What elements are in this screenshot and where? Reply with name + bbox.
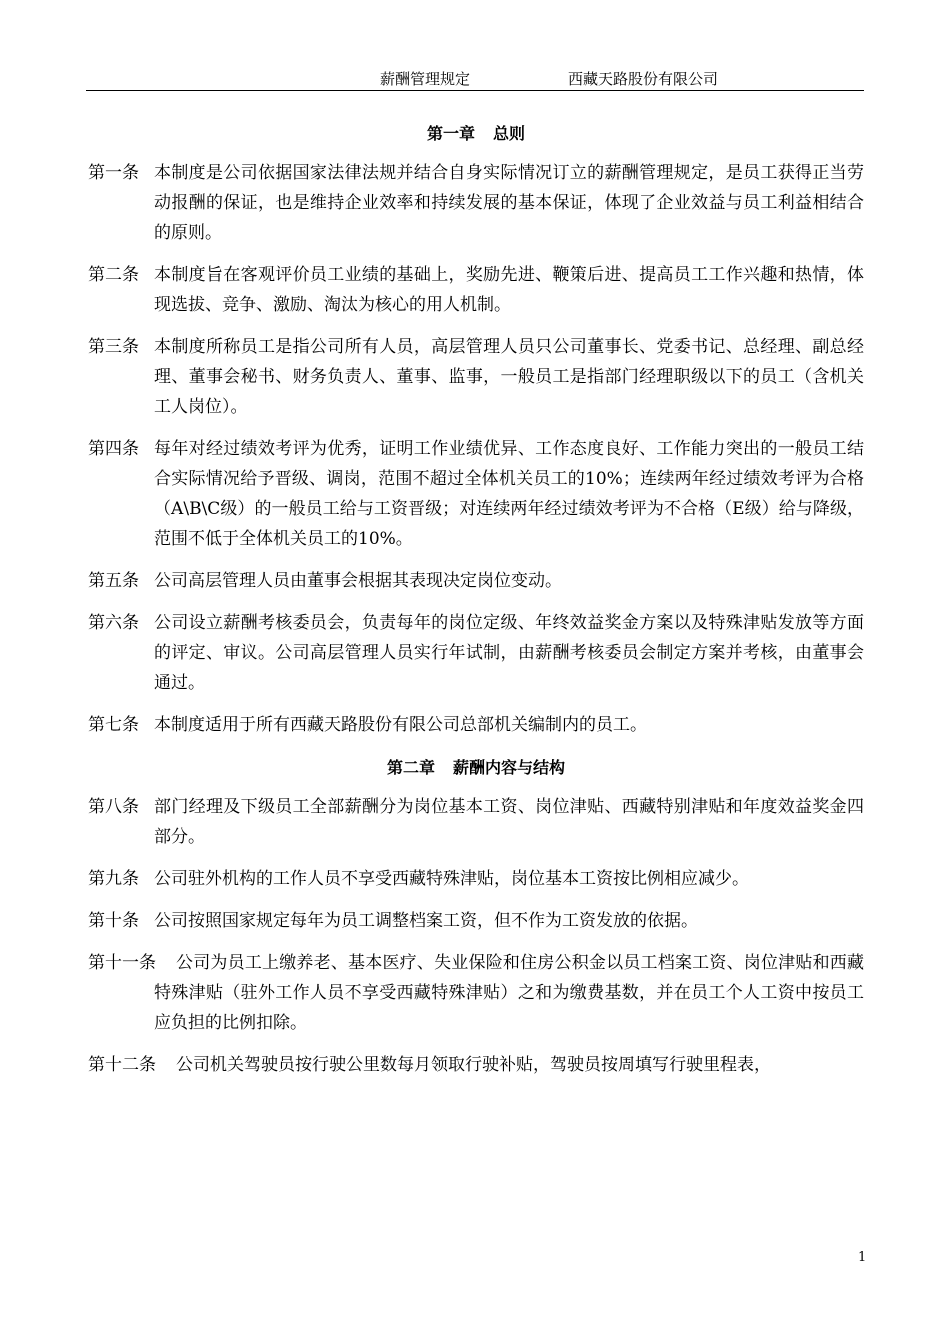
chapter-heading (88, 118, 864, 158)
article (88, 608, 864, 698)
article (88, 792, 864, 852)
page-number: 1 (858, 1250, 867, 1265)
document-body (88, 118, 864, 1092)
article-text: 每年对经过绩效考评为优秀，证明工作业绩优异、工作态度良好、工作能力突出的一般员工结合实际情况给予晋级、调岗，范围不超过全体机关员工的10%；连续两年经过绩效考评为合格（A\B\C级）的一般员工给与工资晋级；对连续两年经过绩效考评为不合格（E级）给与降级，范围不低于全体机关员工的10%。 (154, 439, 864, 549)
article (88, 948, 864, 1038)
chapter-number: 第二章 (386, 758, 435, 777)
article (88, 710, 864, 740)
article-number: 第八条 (88, 797, 139, 817)
article-number: 第五条 (88, 571, 139, 591)
chapter-title: 总则 (493, 124, 526, 143)
article (88, 434, 864, 554)
article (88, 1050, 864, 1080)
article-number: 第九条 (88, 869, 139, 889)
article-text: 公司为员工上缴养老、基本医疗、失业保险和住房公积金以员工档案工资、岗位津贴和西藏特殊津贴（驻外工作人员不享受西藏特殊津贴）之和为缴费基数，并在员工个人工资中按员工应负担的比例扣除。 (154, 953, 864, 1033)
chapter-title: 薪酬内容与结构 (453, 758, 566, 777)
article-number: 第十一条 (88, 953, 156, 973)
article-number: 第二条 (88, 265, 139, 285)
article-number: 第四条 (88, 439, 139, 459)
article-text: 本制度所称员工是指公司所有人员，高层管理人员只公司董事长、党委书记、总经理、副总经理、董事会秘书、财务负责人、董事、监事，一般员工是指部门经理职级以下的员工（含机关工人岗位）。 (154, 337, 864, 417)
page-header (86, 68, 864, 91)
article (88, 906, 864, 936)
article-text: 本制度旨在客观评价员工业绩的基础上，奖励先进、鞭策后进、提高员工工作兴趣和热情，体现选拔、竞争、激励、淘汰为核心的用人机制。 (154, 265, 864, 315)
article-number: 第一条 (88, 163, 139, 183)
article (88, 864, 864, 894)
article-text: 本制度是公司依据国家法律法规并结合自身实际情况订立的薪酬管理规定，是员工获得正当劳动报酬的保证，也是维持企业效率和持续发展的基本保证，体现了企业效益与员工利益相结合的原则。 (154, 163, 864, 243)
article-number: 第七条 (88, 715, 139, 735)
document-title: 薪酬管理规定 (380, 70, 471, 88)
company-name: 西藏天路股份有限公司 (568, 70, 719, 88)
article (88, 566, 864, 596)
chapter-heading (88, 752, 864, 792)
chapter-number: 第一章 (426, 124, 475, 143)
article-text: 本制度适用于所有西藏天路股份有限公司总部机关编制内的员工。 (154, 715, 647, 735)
article-number: 第三条 (88, 337, 139, 357)
article-number: 第六条 (88, 613, 139, 633)
article-text: 公司高层管理人员由董事会根据其表现决定岗位变动。 (154, 571, 562, 591)
article (88, 332, 864, 422)
article-text: 部门经理及下级员工全部薪酬分为岗位基本工资、岗位津贴、西藏特别津贴和年度效益奖金四部分。 (154, 797, 864, 847)
article (88, 158, 864, 248)
article-text: 公司机关驾驶员按行驶公里数每月领取行驶补贴，驾驶员按周填写行驶里程表， (176, 1055, 771, 1075)
article-number: 第十二条 (88, 1055, 156, 1075)
article-text: 公司设立薪酬考核委员会，负责每年的岗位定级、年终效益奖金方案以及特殊津贴发放等方面的评定、审议。公司高层管理人员实行年试制，由薪酬考核委员会制定方案并考核，由董事会通过。 (154, 613, 864, 693)
article-text: 公司驻外机构的工作人员不享受西藏特殊津贴，岗位基本工资按比例相应减少。 (154, 869, 749, 889)
article-number: 第十条 (88, 911, 139, 931)
article (88, 260, 864, 320)
article-text: 公司按照国家规定每年为员工调整档案工资，但不作为工资发放的依据。 (154, 911, 698, 931)
